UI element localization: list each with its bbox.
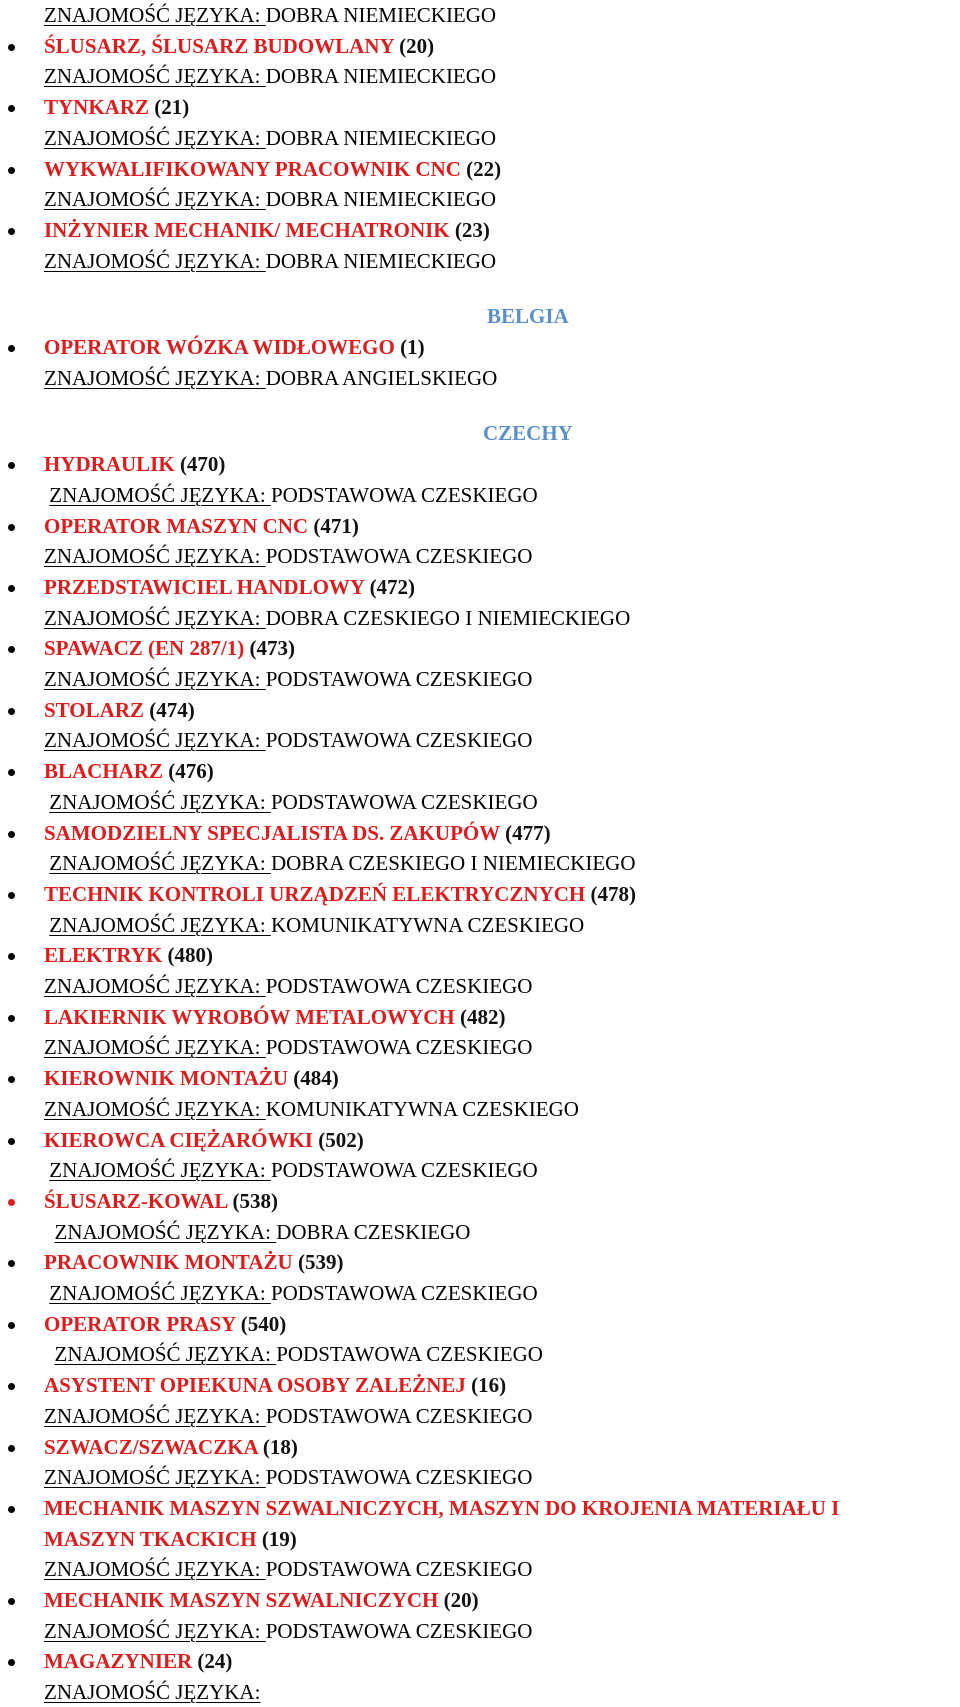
job-title: OPERATOR PRASY <box>44 1311 236 1336</box>
job-title-item <box>44 1646 232 1676</box>
language-label: ZNAJOMOŚĆ JĘZYKA: <box>44 605 266 630</box>
job-reference-number: (476) <box>163 759 214 784</box>
job-title-item <box>44 1063 339 1093</box>
language-level: PODSTAWOWA CZESKIEGO <box>265 667 533 691</box>
bullet-icon <box>8 1506 15 1513</box>
job-title: MAGAZYNIER <box>44 1649 193 1674</box>
job-reference-number: (471) <box>308 513 359 538</box>
job-title: TYNKARZ <box>44 95 150 120</box>
bullet-icon <box>8 1138 15 1145</box>
language-requirement <box>44 1554 532 1584</box>
job-title-item <box>44 1247 343 1277</box>
bullet-icon <box>8 585 15 592</box>
language-label: ZNAJOMOŚĆ JĘZYKA: <box>44 544 266 569</box>
job-title: SZWACZ/SZWACZKA <box>44 1434 263 1459</box>
job-title: KIEROWNIK MONTAŻU <box>44 1066 289 1091</box>
job-title: MASZYN TKACKICH <box>44 1526 257 1551</box>
job-reference-number: (473) <box>244 636 296 661</box>
job-reference-number: (21) <box>149 95 190 120</box>
job-title-item <box>44 1002 505 1032</box>
bullet-icon <box>8 831 15 838</box>
language-level: PODSTAWOWA CZESKIEGO <box>270 1158 538 1183</box>
job-reference-number: (22) <box>460 156 502 181</box>
bullet-icon <box>8 1199 15 1206</box>
job-title-item <box>44 1493 839 1523</box>
bullet-icon <box>8 44 15 51</box>
job-title-item <box>44 449 225 479</box>
language-label: ZNAJOMOŚĆ JĘZYKA: <box>49 1158 271 1183</box>
bullet-icon <box>8 1015 15 1022</box>
language-requirement <box>44 541 532 571</box>
language-requirement <box>44 1032 532 1062</box>
job-reference-number: (502) <box>312 1127 364 1152</box>
language-label: ZNAJOMOŚĆ JĘZYKA: <box>44 1557 266 1582</box>
language-label: ZNAJOMOŚĆ JĘZYKA: <box>44 1465 266 1490</box>
language-level: PODSTAWOWA CZESKIEGO <box>265 974 533 998</box>
bullet-icon <box>8 524 15 531</box>
job-title: ŚLUSARZ-KOWAL <box>44 1188 228 1213</box>
job-title: SAMODZIELNY SPECJALISTA DS. ZAKUPÓW <box>44 820 500 845</box>
language-level: KOMUNIKATYWNA CZESKIEGO <box>265 1096 579 1121</box>
language-label: ZNAJOMOŚĆ JĘZYKA: <box>44 728 266 753</box>
language-level: PODSTAWOWA CZESKIEGO <box>265 1557 533 1582</box>
job-reference-number: (480) <box>162 943 214 968</box>
language-requirement <box>44 480 538 510</box>
indent-space <box>44 1342 55 1366</box>
language-label: ZNAJOMOŚĆ JĘZYKA: <box>44 1403 266 1428</box>
language-level: DOBRA CZESKIEGO I NIEMIECKIEGO <box>270 851 636 876</box>
bullet-icon <box>8 708 15 715</box>
job-reference-number: (474) <box>144 697 195 722</box>
language-requirement <box>44 123 496 153</box>
job-title-item <box>44 92 189 122</box>
language-requirement <box>44 664 532 694</box>
language-requirement <box>44 1339 543 1369</box>
language-label: ZNAJOMOŚĆ JĘZYKA: <box>44 64 266 89</box>
job-title: BLACHARZ <box>44 759 164 784</box>
job-title: OPERATOR MASZYN CNC <box>44 513 309 538</box>
job-reference-number: (470) <box>179 452 226 477</box>
language-label: ZNAJOMOŚĆ JĘZYKA: <box>54 1342 277 1367</box>
language-requirement <box>44 0 496 30</box>
job-title: MECHANIK MASZYN SZWALNICZYCH <box>44 1588 439 1612</box>
language-level: PODSTAWOWA CZESKIEGO <box>265 1403 533 1428</box>
job-title-item <box>44 1186 278 1216</box>
language-level: PODSTAWOWA CZESKIEGO <box>270 789 538 814</box>
language-requirement <box>44 184 496 214</box>
job-title: PRZEDSTAWICIEL HANDLOWY <box>44 574 365 599</box>
job-title-item <box>44 633 295 663</box>
language-requirement <box>44 1462 532 1492</box>
language-level: DOBRA CZESKIEGO I NIEMIECKIEGO <box>265 605 631 630</box>
job-reference-number: (20) <box>438 1588 479 1612</box>
language-level: DOBRA NIEMIECKIEGO <box>265 248 497 273</box>
job-reference-number: (19) <box>256 1526 297 1551</box>
language-level: PODSTAWOWA CZESKIEGO <box>276 1342 543 1367</box>
language-requirement <box>44 848 636 878</box>
job-title-item <box>44 1585 479 1615</box>
language-label: ZNAJOMOŚĆ JĘZYKA: <box>44 3 266 27</box>
job-reference-number: (20) <box>393 33 435 58</box>
bullet-icon <box>8 1260 15 1267</box>
language-requirement <box>44 787 538 817</box>
language-label: ZNAJOMOŚĆ JĘZYKA: <box>49 482 271 507</box>
language-label: ZNAJOMOŚĆ JĘZYKA: <box>49 789 271 814</box>
job-title-item <box>44 879 636 909</box>
language-requirement <box>44 1401 532 1431</box>
language-label: ZNAJOMOŚĆ JĘZYKA: <box>49 1281 271 1305</box>
language-label: ZNAJOMOŚĆ JĘZYKA: <box>49 912 271 937</box>
language-label: ZNAJOMOŚĆ JĘZYKA: <box>44 1680 261 1705</box>
bullet-icon <box>8 105 15 112</box>
indent-space <box>44 1220 55 1244</box>
country-heading: BELGIA <box>487 304 569 329</box>
job-title-item <box>44 572 415 602</box>
bullet-icon <box>8 1383 15 1390</box>
language-level: DOBRA CZESKIEGO <box>276 1219 471 1244</box>
language-level: PODSTAWOWA CZESKIEGO <box>265 728 533 753</box>
job-title: OPERATOR WÓZKA WIDŁOWEGO <box>44 335 395 359</box>
job-title-item <box>44 1432 298 1462</box>
bullet-icon <box>8 1598 15 1605</box>
job-title: LAKIERNIK WYROBÓW METALOWYCH <box>44 1004 460 1029</box>
language-label: ZNAJOMOŚĆ JĘZYKA: <box>44 974 266 998</box>
language-requirement <box>44 1278 538 1308</box>
bullet-icon <box>8 1659 15 1666</box>
language-requirement <box>44 725 532 755</box>
job-title-item <box>44 332 425 362</box>
bullet-icon <box>8 769 15 776</box>
job-title: TECHNIK KONTROLI URZĄDZEŃ ELEKTRYCZNYCH <box>44 881 586 906</box>
language-label: ZNAJOMOŚĆ JĘZYKA: <box>44 187 266 212</box>
bullet-icon <box>8 1076 15 1083</box>
job-title: ELEKTRYK <box>44 943 163 968</box>
job-reference-number: (16) <box>465 1373 507 1398</box>
language-requirement <box>44 1616 532 1646</box>
job-reference-number: (472) <box>364 574 416 599</box>
language-level: DOBRA NIEMIECKIEGO <box>265 187 497 212</box>
language-requirement <box>44 246 496 276</box>
bullet-icon <box>8 462 15 469</box>
bullet-icon <box>8 892 15 899</box>
language-level: PODSTAWOWA CZESKIEGO <box>265 1618 533 1643</box>
job-title-item <box>44 31 434 61</box>
language-level: DOBRA NIEMIECKIEGO <box>265 125 497 150</box>
job-title: SPAWACZ (EN 287/1) <box>44 636 245 661</box>
language-requirement <box>44 603 630 633</box>
job-title: ASYSTENT OPIEKUNA OSOBY ZALEŻNEJ <box>44 1373 466 1398</box>
job-reference-number: (24) <box>192 1649 233 1674</box>
job-title-item <box>44 1309 286 1339</box>
job-title-item <box>44 1125 364 1155</box>
job-reference-number: (478) <box>585 881 637 906</box>
language-level: DOBRA NIEMIECKIEGO <box>265 3 497 27</box>
language-label: ZNAJOMOŚĆ JĘZYKA: <box>44 667 266 691</box>
language-level: PODSTAWOWA CZESKIEGO <box>270 1281 538 1305</box>
job-title: STOLARZ <box>44 697 144 722</box>
job-title-item <box>44 756 214 786</box>
bullet-icon <box>8 228 15 235</box>
job-title: PRACOWNIK MONTAŻU <box>44 1250 293 1275</box>
job-title-item <box>44 695 195 725</box>
language-level: KOMUNIKATYWNA CZESKIEGO <box>270 912 585 937</box>
job-reference-number: (1) <box>394 335 425 359</box>
language-requirement <box>44 1155 538 1185</box>
job-title-item <box>44 511 359 541</box>
job-reference-number: (539) <box>292 1250 344 1275</box>
country-heading: CZECHY <box>483 421 573 446</box>
bullet-icon <box>8 345 15 352</box>
bullet-icon <box>8 1322 15 1329</box>
bullet-icon <box>8 953 15 960</box>
job-reference-number: (540) <box>235 1311 287 1336</box>
language-level: DOBRA NIEMIECKIEGO <box>265 64 497 89</box>
language-level: PODSTAWOWA CZESKIEGO <box>265 544 533 569</box>
job-title-item <box>44 154 501 184</box>
job-title-item <box>44 940 213 970</box>
job-title-item <box>44 215 490 245</box>
language-label: ZNAJOMOŚĆ JĘZYKA: <box>44 1096 266 1121</box>
language-level: PODSTAWOWA CZESKIEGO <box>270 482 538 507</box>
language-requirement <box>44 1094 579 1124</box>
language-label: ZNAJOMOŚĆ JĘZYKA: <box>44 125 266 150</box>
job-title-item <box>44 1524 297 1554</box>
job-reference-number: (538) <box>227 1188 278 1213</box>
job-title: INŻYNIER MECHANIK/ MECHATRONIK <box>44 217 450 242</box>
language-requirement <box>44 61 496 91</box>
job-reference-number: (482) <box>459 1004 506 1029</box>
job-title: WYKWALIFIKOWANY PRACOWNIK CNC <box>44 156 461 181</box>
job-title-item <box>44 1370 506 1400</box>
job-reference-number: (477) <box>499 820 551 845</box>
language-level: DOBRA ANGIELSKIEGO <box>265 365 498 390</box>
language-requirement <box>44 910 584 940</box>
bullet-icon <box>8 167 15 174</box>
job-title: KIEROWCA CIĘŻARÓWKI <box>44 1127 313 1152</box>
bullet-icon <box>8 1445 15 1452</box>
language-label: ZNAJOMOŚĆ JĘZYKA: <box>54 1219 277 1244</box>
language-requirement <box>44 971 532 1001</box>
language-label: ZNAJOMOŚĆ JĘZYKA: <box>44 365 266 390</box>
language-level: PODSTAWOWA CZESKIEGO <box>265 1465 533 1490</box>
language-requirement <box>44 1217 470 1247</box>
job-title: HYDRAULIK <box>44 452 180 477</box>
language-requirement <box>44 363 497 393</box>
job-reference-number: (23) <box>449 217 490 242</box>
job-title-item <box>44 818 551 848</box>
job-title: ŚLUSARZ, ŚLUSARZ BUDOWLANY <box>44 33 394 58</box>
language-label: ZNAJOMOŚĆ JĘZYKA: <box>44 1035 266 1060</box>
language-label: ZNAJOMOŚĆ JĘZYKA: <box>44 1618 266 1643</box>
job-reference-number: (18) <box>262 1434 298 1459</box>
language-requirement <box>44 1677 260 1707</box>
job-title: MECHANIK MASZYN SZWALNICZYCH, MASZYN DO KROJENIA MATERIAŁU I <box>44 1495 840 1520</box>
language-level: PODSTAWOWA CZESKIEGO <box>265 1035 533 1060</box>
language-label: ZNAJOMOŚĆ JĘZYKA: <box>49 851 271 876</box>
bullet-icon <box>8 646 15 653</box>
job-reference-number: (484) <box>288 1066 339 1091</box>
language-label: ZNAJOMOŚĆ JĘZYKA: <box>44 248 266 273</box>
